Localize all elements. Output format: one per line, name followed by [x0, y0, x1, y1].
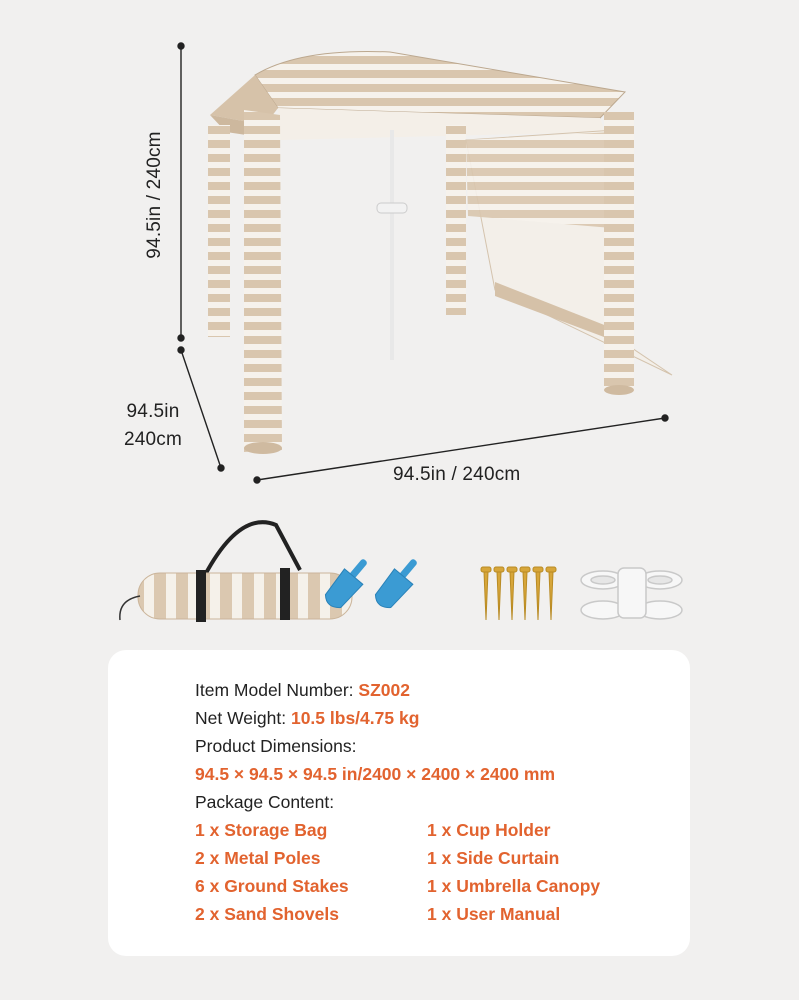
net-weight-line [195, 708, 419, 729]
depth-in-label: 94.5in [126, 401, 180, 422]
model-number-label: Item Model Number: [195, 680, 359, 700]
package-item: 1 x Umbrella Canopy [427, 876, 601, 896]
net-weight-label: Net Weight: [195, 708, 291, 728]
package-item: 1 x User Manual [427, 904, 561, 924]
cup-holder-icon [581, 568, 682, 619]
model-number-value: SZ002 [358, 680, 410, 700]
depth-dimension-label [124, 398, 182, 454]
package-content-label: Package Content: [195, 792, 335, 812]
product-dimensions-value: 94.5 × 94.5 × 94.5 in/2400 × 2400 × 2400 mm [195, 764, 556, 784]
spec-card [108, 650, 690, 956]
package-item: 1 x Cup Holder [427, 820, 551, 840]
package-item: 6 x Ground Stakes [195, 876, 349, 896]
package-item: 1 x Storage Bag [195, 820, 328, 840]
depth-cm-label: 240cm [124, 429, 183, 450]
height-dimension-label: 94.5in / 240cm [144, 131, 165, 259]
package-item: 2 x Metal Poles [195, 848, 321, 868]
storage-bag-icon [120, 522, 352, 622]
package-item: 1 x Side Curtain [427, 848, 560, 868]
net-weight-value: 10.5 lbs/4.75 kg [290, 708, 420, 728]
sand-shovels-icon [321, 554, 426, 613]
width-dimension-label: 94.5in / 240cm [393, 464, 521, 485]
package-item: 2 x Sand Shovels [195, 904, 339, 924]
model-number-line [195, 680, 410, 701]
canopy-tent [208, 51, 672, 454]
product-dimensions-label: Product Dimensions: [195, 736, 357, 756]
ground-stakes-icon [481, 567, 556, 620]
